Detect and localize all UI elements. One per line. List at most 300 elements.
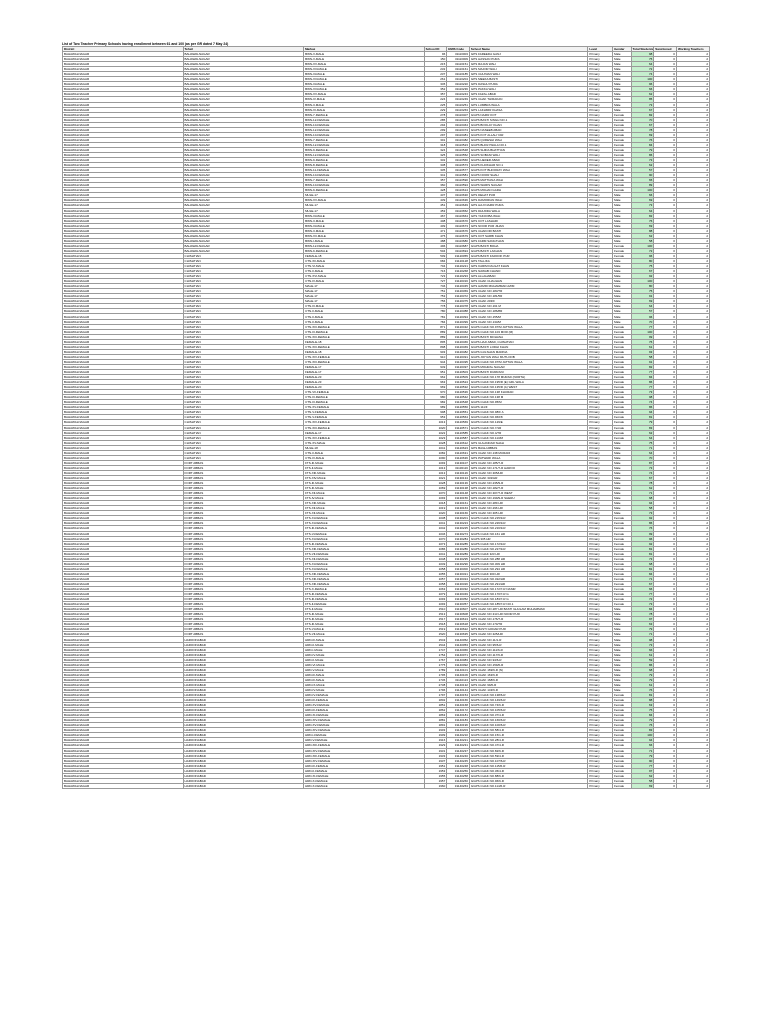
table-cell: 0 bbox=[654, 117, 677, 122]
table-cell: 31110581 bbox=[447, 173, 470, 178]
table-cell: GGPS BASTI FAROOK PUR bbox=[469, 253, 587, 258]
table-cell: BAHAWALNAGAR bbox=[63, 269, 184, 274]
table-cell: 77 bbox=[631, 385, 654, 390]
table-cell: 0 bbox=[654, 693, 677, 698]
table-cell: FTS-XII-MALE bbox=[304, 511, 425, 516]
table-cell: 2 bbox=[676, 152, 709, 157]
table-cell: 0 bbox=[654, 607, 677, 612]
table-cell: CTN-XIII-FEMALE bbox=[304, 425, 425, 430]
table-cell: MULE-17 bbox=[304, 203, 425, 208]
table-cell: BAHAWALNAGAR bbox=[63, 395, 184, 400]
table-cell: Female bbox=[613, 359, 632, 364]
table-cell: Male bbox=[613, 612, 632, 617]
table-cell: Male bbox=[613, 107, 632, 112]
table-cell: HAROONABAD bbox=[183, 773, 304, 778]
table-cell: 31130613 bbox=[447, 617, 470, 622]
table-cell: HRD-II-FEMALE bbox=[304, 768, 425, 773]
table-cell: Primary bbox=[588, 773, 613, 778]
table-cell: FORT ABBAS bbox=[183, 597, 304, 602]
table-cell: 1019 bbox=[424, 506, 447, 511]
table-cell: BAHAWALNAGAR bbox=[183, 112, 304, 117]
table-cell: FTS-XIII-FEMALE bbox=[304, 571, 425, 576]
table-cell: 0 bbox=[654, 102, 677, 107]
table-cell: 31110594 bbox=[447, 183, 470, 188]
table-cell: CTN-IV-MALE bbox=[304, 455, 425, 460]
table-cell: CHISHTIAN bbox=[183, 395, 304, 400]
table-cell: 0 bbox=[654, 627, 677, 632]
table-cell: 1881 bbox=[424, 718, 447, 723]
table-cell: Primary bbox=[588, 763, 613, 768]
table-cell: Female bbox=[613, 132, 632, 137]
table-cell: Primary bbox=[588, 87, 613, 92]
table-cell: 970 bbox=[424, 390, 447, 395]
table-cell: BAHAWALNAGAR bbox=[183, 102, 304, 107]
table-cell: HRD-XV-FEMALE bbox=[304, 703, 425, 708]
table-cell: FTS-XIII-FEMALE bbox=[304, 576, 425, 581]
table-cell: 31140258 bbox=[447, 773, 470, 778]
table-cell: 0 bbox=[654, 173, 677, 178]
table-cell: 31120532 bbox=[447, 385, 470, 390]
table-cell: BAHAWALNAGAR bbox=[63, 561, 184, 566]
table-cell: HAROONABAD bbox=[183, 708, 304, 713]
table-cell: BAHAWALNAGAR bbox=[63, 304, 184, 309]
table-cell: 31130138 bbox=[447, 486, 470, 491]
table-cell: Female bbox=[613, 370, 632, 375]
table-cell: Female bbox=[613, 783, 632, 788]
table-cell: BWN-III-MALE bbox=[304, 213, 425, 218]
table-cell: Primary bbox=[588, 698, 613, 703]
table-cell: BAHAWALNAGAR bbox=[63, 218, 184, 223]
table-cell: BAHAWALNAGAR bbox=[63, 142, 184, 147]
table-cell: CTN-II-MALE bbox=[304, 269, 425, 274]
table-cell: 0 bbox=[654, 243, 677, 248]
table-cell: 2 bbox=[676, 364, 709, 369]
table-cell: 0 bbox=[654, 597, 677, 602]
table-cell: 1057 bbox=[424, 576, 447, 581]
table-cell: CTN-VI-MALE bbox=[304, 264, 425, 269]
table-cell: HRD-IX-MALE bbox=[304, 682, 425, 687]
table-cell: 1789 bbox=[424, 667, 447, 672]
table-cell: 0 bbox=[654, 561, 677, 566]
table-cell: 31120394 bbox=[447, 314, 470, 319]
table-cell: GPS FARM SANGTHAN bbox=[469, 238, 587, 243]
table-cell: 66 bbox=[631, 647, 654, 652]
table-cell: FORT ABBAS bbox=[183, 622, 304, 627]
table-cell: 0 bbox=[654, 486, 677, 491]
table-cell: 58 bbox=[631, 778, 654, 783]
table-cell: Male bbox=[613, 72, 632, 77]
table-cell: 31110614 bbox=[447, 188, 470, 193]
table-cell: Female bbox=[613, 748, 632, 753]
table-cell: Primary bbox=[588, 168, 613, 173]
table-cell: CHISHTIAN bbox=[183, 314, 304, 319]
table-cell: BAHAWALNAGAR bbox=[183, 243, 304, 248]
table-cell: 31110474 bbox=[447, 127, 470, 132]
table-cell: 780 bbox=[424, 309, 447, 314]
table-cell: MALE-17 bbox=[304, 294, 425, 299]
table-cell: GPS CHAK NO.11/1-R bbox=[469, 637, 587, 642]
table-cell: 1049 bbox=[424, 561, 447, 566]
table-cell: 31140092 bbox=[447, 662, 470, 667]
table-cell: 335 bbox=[424, 168, 447, 173]
table-cell: BAHAWALNAGAR bbox=[63, 748, 184, 753]
table-cell: BAHAWALNAGAR bbox=[63, 349, 184, 354]
table-cell: 59 bbox=[631, 657, 654, 662]
table-cell: 86 bbox=[631, 521, 654, 526]
table-cell: 31130324 bbox=[447, 576, 470, 581]
table-cell: Male bbox=[613, 314, 632, 319]
table-cell: 0 bbox=[654, 703, 677, 708]
table-cell: 96 bbox=[424, 52, 447, 57]
table-cell: 0 bbox=[654, 213, 677, 218]
table-cell: GGPS CHAK NO.58/4-R bbox=[469, 728, 587, 733]
table-cell: BAHAWALNAGAR bbox=[63, 319, 184, 324]
table-cell: BAHAWALNAGAR bbox=[183, 137, 304, 142]
table-cell: BWN-12-FEMALE bbox=[304, 243, 425, 248]
table-cell: GGPS NAZIR KOT bbox=[469, 112, 587, 117]
table-cell: FTS-XI-FEMALE bbox=[304, 536, 425, 541]
table-cell: FTS-V-FEMALE bbox=[304, 531, 425, 536]
table-cell: 1020 bbox=[424, 425, 447, 430]
table-cell: 31140231 bbox=[447, 743, 470, 748]
table-cell: Primary bbox=[588, 152, 613, 157]
table-cell: BAHAWALNAGAR bbox=[183, 122, 304, 127]
table-cell: BAHAWALNAGAR bbox=[63, 501, 184, 506]
table-cell: 756 bbox=[424, 299, 447, 304]
table-cell: FORT ABBAS bbox=[183, 486, 304, 491]
table-cell: BAHAWALNAGAR bbox=[63, 132, 184, 137]
table-cell: BAHAWALNAGAR bbox=[63, 122, 184, 127]
table-cell: CHISHTIAN bbox=[183, 334, 304, 339]
table-cell: HAROONABAD bbox=[183, 677, 304, 682]
table-cell: Primary bbox=[588, 627, 613, 632]
table-cell: 229 bbox=[424, 107, 447, 112]
table-cell: CTN-VII-FEMALE bbox=[304, 390, 425, 395]
table-cell: Male bbox=[613, 62, 632, 67]
table-cell: 0 bbox=[654, 137, 677, 142]
table-cell: GPS CHAK 99/6-R bbox=[469, 682, 587, 687]
table-cell: 0 bbox=[654, 420, 677, 425]
table-cell: 2 bbox=[676, 592, 709, 597]
table-cell: CTN-XIV-FEMALE bbox=[304, 420, 425, 425]
table-cell: 64 bbox=[631, 208, 654, 213]
table-cell: FTS-VII-MALE bbox=[304, 632, 425, 637]
table-cell: Primary bbox=[588, 67, 613, 72]
table-cell: HRD-XIV-FEMALE bbox=[304, 758, 425, 763]
table-cell: FORT ABBAS bbox=[183, 506, 304, 511]
table-cell: 68 bbox=[631, 667, 654, 672]
table-cell: Female bbox=[613, 385, 632, 390]
table-cell: Male bbox=[613, 647, 632, 652]
table-cell: BAHAWALNAGAR bbox=[63, 763, 184, 768]
table-cell: Female bbox=[613, 334, 632, 339]
table-cell: 73 bbox=[631, 465, 654, 470]
table-cell: GPS CHAK NO.182/7-R bbox=[469, 486, 587, 491]
table-cell: 0 bbox=[654, 622, 677, 627]
table-cell: FTS-III-MALE bbox=[304, 622, 425, 627]
table-cell: BWN-I-MALE bbox=[304, 238, 425, 243]
table-cell: 1518 bbox=[424, 622, 447, 627]
table-cell: BAHAWALNAGAR bbox=[63, 178, 184, 183]
table-cell: HAROONABAD bbox=[183, 693, 304, 698]
table-cell: 1929 bbox=[424, 743, 447, 748]
table-cell: Male bbox=[613, 440, 632, 445]
table-cell: 79 bbox=[631, 672, 654, 677]
table-cell: Male bbox=[613, 455, 632, 460]
table-cell: Primary bbox=[588, 415, 613, 420]
table-cell: 0 bbox=[654, 455, 677, 460]
table-cell: Primary bbox=[588, 410, 613, 415]
table-cell: GPS CHAK NO.287 HR BASTI GHULAM MUHAMMAD bbox=[469, 607, 587, 612]
table-cell: 0 bbox=[654, 425, 677, 430]
table-cell: 1916 bbox=[424, 738, 447, 743]
table-cell: Primary bbox=[588, 102, 613, 107]
table-cell: Primary bbox=[588, 546, 613, 551]
table-cell: Primary bbox=[588, 703, 613, 708]
table-cell: 81 bbox=[631, 546, 654, 551]
table-cell: 2 bbox=[676, 314, 709, 319]
table-cell: 31120585 bbox=[447, 430, 470, 435]
table-cell: 84 bbox=[631, 571, 654, 576]
table-cell: Primary bbox=[588, 178, 613, 183]
table-cell: Primary bbox=[588, 753, 613, 758]
table-cell: 1931 bbox=[424, 748, 447, 753]
table-cell: GGPS CHAK NO.113/M bbox=[469, 435, 587, 440]
table-cell: BAHAWALNAGAR bbox=[63, 380, 184, 385]
table-cell: Female bbox=[613, 112, 632, 117]
table-cell: 61 bbox=[631, 344, 654, 349]
table-cell: GPS CHAK NO.307/7-R WEST bbox=[469, 491, 587, 496]
table-cell: 70 bbox=[631, 117, 654, 122]
table-cell: 2 bbox=[676, 445, 709, 450]
table-cell: 88 bbox=[631, 698, 654, 703]
table-cell: FTS-X-FEMALE bbox=[304, 587, 425, 592]
column-header: Gender bbox=[613, 47, 632, 52]
table-cell: 63 bbox=[631, 622, 654, 627]
table-cell: 2 bbox=[676, 546, 709, 551]
table-cell: BWN-XV-MALE bbox=[304, 92, 425, 97]
table-cell: BAHAWALNAGAR bbox=[63, 52, 184, 57]
table-cell: GPS CHAK NO.94/6-R bbox=[469, 657, 587, 662]
table-cell: 0 bbox=[654, 178, 677, 183]
table-cell: 0 bbox=[654, 465, 677, 470]
table-cell: 31120495 bbox=[447, 359, 470, 364]
table-cell: 2 bbox=[676, 390, 709, 395]
table-cell: HAROONABAD bbox=[183, 642, 304, 647]
table-cell: 31140237 bbox=[447, 748, 470, 753]
table-cell: Primary bbox=[588, 571, 613, 576]
table-cell: Primary bbox=[588, 420, 613, 425]
table-cell: BAHAWALNAGAR bbox=[63, 152, 184, 157]
table-cell: 0 bbox=[654, 319, 677, 324]
table-cell: Female bbox=[613, 344, 632, 349]
table-cell: 2 bbox=[676, 122, 709, 127]
table-cell: Female bbox=[613, 773, 632, 778]
table-cell: BAHAWALNAGAR bbox=[63, 284, 184, 289]
table-cell: Female bbox=[613, 415, 632, 420]
table-cell: HRD-V-MALE bbox=[304, 667, 425, 672]
table-cell: 2738 bbox=[424, 682, 447, 687]
table-cell: 471 bbox=[424, 228, 447, 233]
table-cell: BAHAWALNAGAR bbox=[63, 410, 184, 415]
table-cell: 2 bbox=[676, 359, 709, 364]
table-cell: 2 bbox=[676, 289, 709, 294]
table-cell: 2 bbox=[676, 52, 709, 57]
table-cell: BAHAWALNAGAR bbox=[183, 72, 304, 77]
table-cell: Primary bbox=[588, 269, 613, 274]
table-cell: BWN-7-FEMALE bbox=[304, 178, 425, 183]
table-cell: 1058 bbox=[424, 581, 447, 586]
table-cell: BAHAWALNAGAR bbox=[63, 57, 184, 62]
table-cell: FEMALE-18 bbox=[304, 339, 425, 344]
table-cell: 0 bbox=[654, 571, 677, 576]
table-cell: BAHAWALNAGAR bbox=[63, 248, 184, 253]
table-cell: 84 bbox=[631, 713, 654, 718]
table-cell: FORT ABBAS bbox=[183, 561, 304, 566]
table-cell: Male bbox=[613, 465, 632, 470]
table-cell: Male bbox=[613, 284, 632, 289]
table-cell: 778 bbox=[424, 304, 447, 309]
table-cell: BAHAWALNAGAR bbox=[63, 652, 184, 657]
table-cell: FEMALE-18 bbox=[304, 349, 425, 354]
table-cell: 0 bbox=[654, 208, 677, 213]
table-cell: 2 bbox=[676, 430, 709, 435]
table-cell: FORT ABBAS bbox=[183, 516, 304, 521]
table-cell: Male bbox=[613, 67, 632, 72]
table-cell: GPS CHAK NO.170/7R bbox=[469, 622, 587, 627]
table-cell: BWN-XV-MALE bbox=[304, 62, 425, 67]
table-cell: CHISHTIAN bbox=[183, 420, 304, 425]
table-cell: GPS KOT SARBI KHAN bbox=[469, 233, 587, 238]
table-cell: FEMALE-17 bbox=[304, 370, 425, 375]
table-cell: 31110573 bbox=[447, 163, 470, 168]
table-cell: GGPS CHAK NO.37/4-R bbox=[469, 713, 587, 718]
table-cell: 96 bbox=[631, 536, 654, 541]
table-cell: 2 bbox=[676, 581, 709, 586]
table-cell: Female bbox=[613, 551, 632, 556]
table-cell: BAHAWALNAGAR bbox=[63, 768, 184, 773]
table-cell: 2 bbox=[676, 708, 709, 713]
table-cell: GGPS CHAK NO.82/6-R bbox=[469, 748, 587, 753]
table-cell: 2 bbox=[676, 269, 709, 274]
table-cell: 2 bbox=[676, 137, 709, 142]
table-cell: CTN-XVI-MALE bbox=[304, 274, 425, 279]
table-cell: Female bbox=[613, 425, 632, 430]
table-cell: BAHAWALNAGAR bbox=[63, 67, 184, 72]
table-cell: 428 bbox=[424, 188, 447, 193]
table-cell: 2 bbox=[676, 349, 709, 354]
table-cell: Female bbox=[613, 158, 632, 163]
table-cell: 72 bbox=[631, 248, 654, 253]
table-cell: 2 bbox=[676, 622, 709, 627]
table-cell: GPS CHAK CHAUHAN bbox=[469, 279, 587, 284]
table-cell: Primary bbox=[588, 294, 613, 299]
table-cell: FEMALE-23 bbox=[304, 380, 425, 385]
table-cell: Primary bbox=[588, 233, 613, 238]
table-cell: FTS-XIII-MALE bbox=[304, 470, 425, 475]
table-cell: 0 bbox=[654, 329, 677, 334]
table-cell: BWN-7-FEMALE bbox=[304, 112, 425, 117]
table-cell: BWN-II-MALE bbox=[304, 102, 425, 107]
table-cell: GGPS CHAK NO.47/4-R bbox=[469, 743, 587, 748]
table-cell: 1953 bbox=[424, 768, 447, 773]
table-cell: BWN-9-FEMALE bbox=[304, 147, 425, 152]
table-cell: 67 bbox=[631, 122, 654, 127]
table-cell: 1013 bbox=[424, 470, 447, 475]
table-cell: 0 bbox=[654, 602, 677, 607]
table-cell: 0 bbox=[654, 344, 677, 349]
table-cell: Primary bbox=[588, 516, 613, 521]
table-cell: GGPS CHAK NO.114/6-R bbox=[469, 783, 587, 788]
table-cell: CHISHTIAN bbox=[183, 258, 304, 263]
table-cell: FORT ABBAS bbox=[183, 465, 304, 470]
table-cell: 74 bbox=[631, 400, 654, 405]
table-cell: Female bbox=[613, 410, 632, 415]
table-cell: HAROONABAD bbox=[183, 703, 304, 708]
table-cell: 31130300 bbox=[447, 566, 470, 571]
table-cell: Primary bbox=[588, 778, 613, 783]
table-cell: BWN-V-MALE bbox=[304, 57, 425, 62]
table-cell: BWN-III-MALE bbox=[304, 82, 425, 87]
table-cell: Male bbox=[613, 299, 632, 304]
table-cell: BAHAWALNAGAR bbox=[63, 733, 184, 738]
table-cell: 0 bbox=[654, 536, 677, 541]
table-cell: 0 bbox=[654, 82, 677, 87]
table-cell: 1079 bbox=[424, 592, 447, 597]
table-cell: 31120503 bbox=[447, 370, 470, 375]
table-cell: 68 bbox=[631, 496, 654, 501]
table-cell: Female bbox=[613, 375, 632, 380]
table-cell: 2 bbox=[676, 718, 709, 723]
table-cell: FORT ABBAS bbox=[183, 526, 304, 531]
table-cell: GGPS CHAK NO.172/7-R NASIR bbox=[469, 587, 587, 592]
table-cell: Primary bbox=[588, 188, 613, 193]
table-cell: Male bbox=[613, 309, 632, 314]
table-cell: 2 bbox=[676, 294, 709, 299]
table-cell: 0 bbox=[654, 450, 677, 455]
table-cell: 0 bbox=[654, 440, 677, 445]
table-cell: 0 bbox=[654, 405, 677, 410]
table-cell: Primary bbox=[588, 314, 613, 319]
table-cell: CTN-V-FEMALE bbox=[304, 410, 425, 415]
table-cell: BAHAWALNAGAR bbox=[63, 571, 184, 576]
table-cell: 0 bbox=[654, 188, 677, 193]
table-cell: GPS GULANDAR SHAH bbox=[469, 440, 587, 445]
table-cell: CTN-XIV-FEMALE bbox=[304, 435, 425, 440]
table-cell: Female bbox=[613, 400, 632, 405]
table-cell: GPS MAJOR WALI bbox=[469, 67, 587, 72]
table-cell: 31120550 bbox=[447, 405, 470, 410]
table-cell: 2 bbox=[676, 541, 709, 546]
table-cell: 31120587 bbox=[447, 435, 470, 440]
table-cell: 2 bbox=[676, 693, 709, 698]
table-cell: GPS CHAK NO.313 HR NOOR PUR bbox=[469, 612, 587, 617]
table-cell: 31140245 bbox=[447, 758, 470, 763]
table-cell: 31130326 bbox=[447, 581, 470, 586]
table-cell: 97 bbox=[631, 768, 654, 773]
table-cell: GPS CHAK 163/6-R bbox=[469, 672, 587, 677]
table-cell: 2 bbox=[676, 67, 709, 72]
table-cell: GPS CHAKORI BASTI bbox=[469, 228, 587, 233]
table-cell: Primary bbox=[588, 425, 613, 430]
table-cell: Primary bbox=[588, 258, 613, 263]
table-cell: 2 bbox=[676, 703, 709, 708]
table-cell: 31120462 bbox=[447, 329, 470, 334]
table-cell: 237 bbox=[424, 72, 447, 77]
table-cell: 31110009 bbox=[447, 57, 470, 62]
table-cell: Male bbox=[613, 450, 632, 455]
table-cell: Primary bbox=[588, 748, 613, 753]
